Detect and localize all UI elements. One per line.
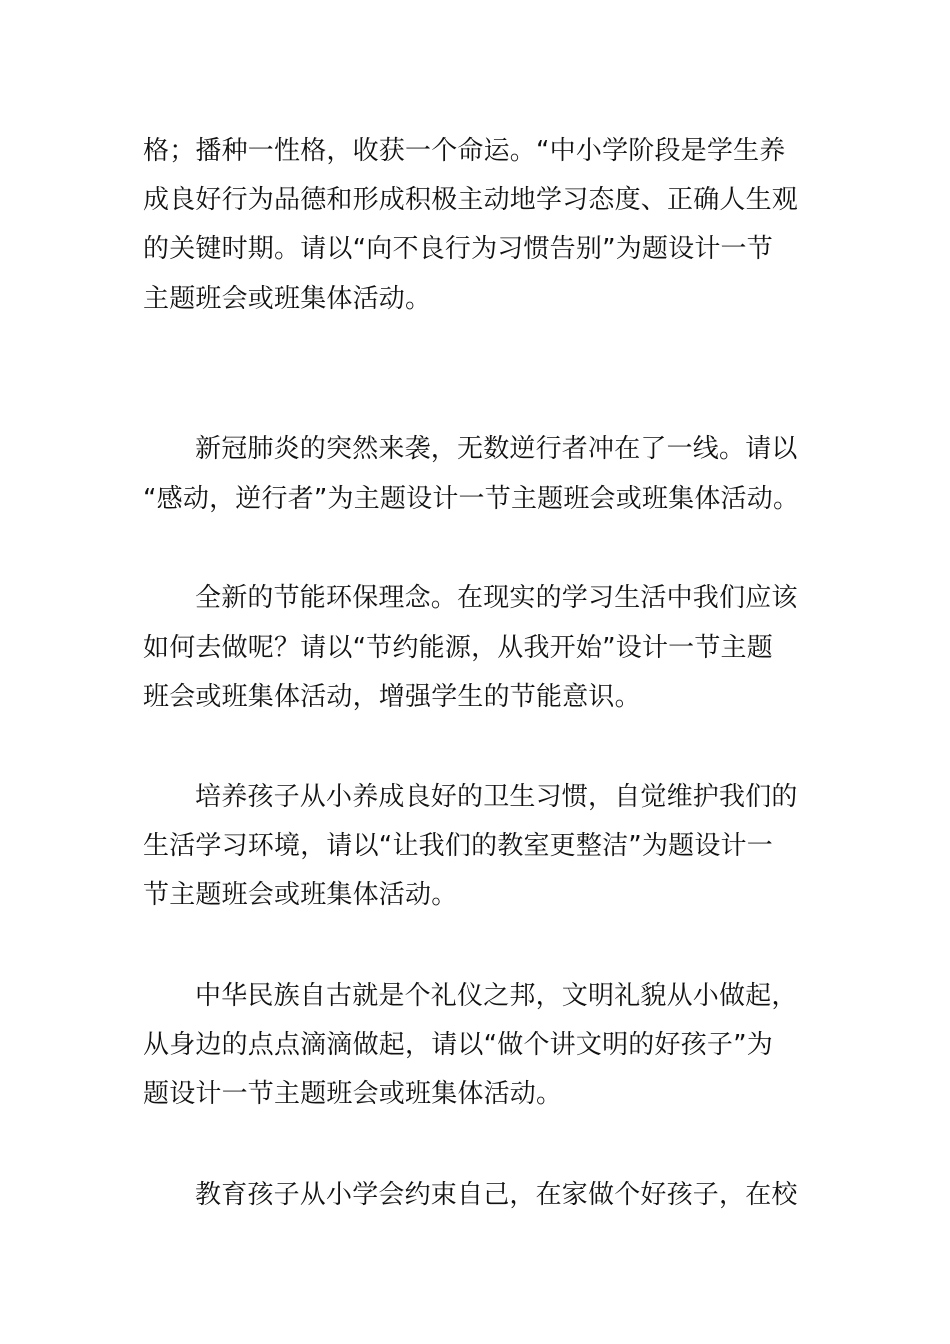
- paragraph-1-line-1: 格；播种一性格，收获一个命运。“中小学阶段是学生养: [143, 136, 786, 166]
- paragraph-4-line-3: 节主题班会或班集体活动。: [143, 880, 458, 910]
- paragraph-2-line-1: 新冠肺炎的突然来袭，无数逆行者冲在了一线。请以: [195, 434, 798, 464]
- paragraph-3-line-2: 如何去做呢？请以“节约能源，从我开始”设计一节主题: [143, 633, 773, 663]
- paragraph-3-line-1: 全新的节能环保理念。在现实的学习生活中我们应该: [195, 583, 798, 613]
- paragraph-1-line-2: 成良好行为品德和形成积极主动地学习态度、正确人生观: [143, 185, 799, 215]
- paragraph-5-line-2: 从身边的点点滴滴做起，请以“做个讲文明的好孩子”为: [143, 1030, 773, 1060]
- paragraph-1-line-4: 主题班会或班集体活动。: [143, 284, 432, 314]
- paragraph-3-line-3: 班会或班集体活动，增强学生的节能意识。: [143, 682, 641, 712]
- paragraph-5-line-1: 中华民族自古就是个礼仪之邦，文明礼貌从小做起，: [195, 981, 798, 1011]
- paragraph-4-line-1: 培养孩子从小养成良好的卫生习惯，自觉维护我们的: [195, 782, 798, 812]
- paragraph-4-line-2: 生活学习环境，请以“让我们的教室更整洁”为题设计一: [143, 831, 773, 861]
- paragraph-5-line-3: 题设计一节主题班会或班集体活动。: [143, 1079, 563, 1109]
- paragraph-6-line-1: 教育孩子从小学会约束自己，在家做个好孩子，在校: [195, 1180, 798, 1210]
- paragraph-1-line-3: 的关键时期。请以“向不良行为习惯告别”为题设计一节: [143, 234, 773, 264]
- paragraph-2-line-2: “感动，逆行者”为主题设计一节主题班会或班集体活动。: [143, 484, 800, 514]
